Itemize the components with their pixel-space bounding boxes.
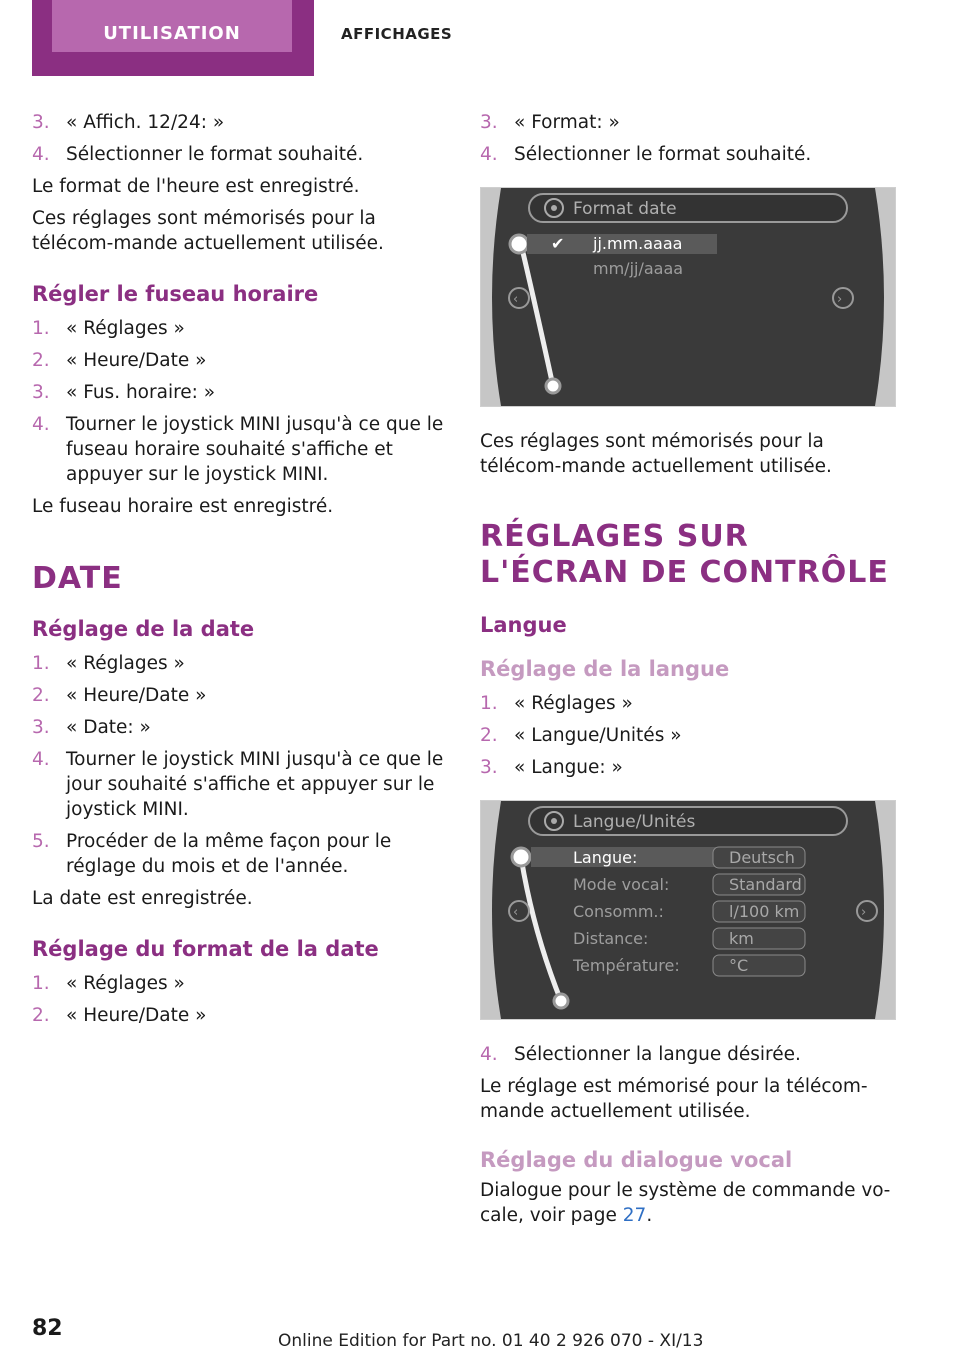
section-label: AFFICHAGES: [341, 25, 453, 43]
svg-text:›: ›: [861, 905, 867, 920]
setting-value: km: [729, 929, 754, 948]
list-item: [32, 142, 452, 167]
screen-title: Langue/Unités: [573, 812, 696, 832]
heading-timezone: Régler le fuseau horaire: [32, 282, 319, 306]
paragraph: Le fuseau horaire est enregistré.: [32, 496, 334, 517]
option: mm/jj/aaaa: [593, 259, 684, 278]
list-item: [480, 142, 896, 167]
list-number: 3.: [32, 112, 50, 133]
list-number: 1.: [480, 693, 498, 714]
list-text: Sélectionner la langue désirée.: [514, 1044, 801, 1065]
list-item: [32, 348, 452, 373]
list-text: « Langue: »: [514, 757, 623, 778]
list-number: 2.: [32, 350, 50, 371]
list-text: Sélectionner le format souhaité.: [514, 144, 812, 165]
setting-label: Distance:: [573, 929, 649, 948]
list-text: Tourner le joystick MINI jusqu'à ce que le jour souhaité s'affiche et appuyer sur le joystick MINI.: [66, 749, 444, 820]
page-number: 82: [32, 1316, 63, 1341]
list-number: 1.: [32, 318, 50, 339]
list-number: 3.: [32, 717, 50, 738]
list-text: « Réglages »: [66, 318, 185, 339]
list-item: [32, 110, 452, 135]
svg-text:›: ›: [837, 292, 843, 307]
list-item: [32, 380, 452, 405]
left-column: [32, 110, 452, 1035]
list-number: 3.: [32, 382, 50, 403]
list-number: 4.: [32, 749, 50, 770]
setting-value-box: [713, 955, 805, 976]
list-text: « Format: »: [514, 112, 620, 133]
heading-set-date: Réglage de la date: [32, 617, 255, 641]
list-item: [480, 110, 896, 135]
setting-value: Standard: [729, 875, 802, 894]
heading-voice-dialogue: Réglage du dialogue vocal: [480, 1148, 793, 1172]
paragraph: Ces réglages sont mémorisés pour la télécom‐mande actuellement utilisée.: [480, 431, 832, 477]
paragraph: Le réglage est mémorisé pour la télécom‐mande actuellement utilisée.: [480, 1076, 868, 1122]
list-text: « Réglages »: [66, 653, 185, 674]
list-item: [32, 1003, 452, 1028]
right-column: [480, 110, 896, 1235]
list-text: « Réglages »: [66, 973, 185, 994]
svg-text:‹: ‹: [513, 292, 519, 307]
list-item: [480, 691, 896, 716]
list-number: 5.: [32, 831, 50, 852]
list-item: [32, 683, 452, 708]
list-text: « Affich. 12/24: »: [66, 112, 225, 133]
chapter-label: UTILISATION: [52, 0, 292, 52]
edition-footer: Online Edition for Part no. 01 40 2 926 070 - XI/13: [278, 1331, 704, 1351]
list-text: « Heure/Date »: [66, 685, 207, 706]
heading-date-format: Réglage du format de la date: [32, 937, 379, 961]
setting-value-box: [713, 928, 805, 949]
list-text: « Heure/Date »: [66, 350, 207, 371]
list-number: 4.: [480, 144, 498, 165]
list-number: 1.: [32, 973, 50, 994]
setting-label: Langue:: [573, 848, 638, 867]
paragraph-text: Dialogue pour le système de commande vo‐cale, voir page: [480, 1180, 891, 1226]
list-number: 1.: [32, 653, 50, 674]
heading-control-screen: RÉGLAGES SUR L'ÉCRAN DE CONTRÔLE: [480, 519, 889, 590]
list-item: [480, 1042, 896, 1067]
list-item: [32, 747, 452, 822]
page-link[interactable]: 27: [622, 1205, 647, 1226]
list-item: [32, 651, 452, 676]
heading-set-language: Réglage de la langue: [480, 657, 730, 681]
setting-value: l/100 km: [729, 902, 800, 921]
list-text: « Heure/Date »: [66, 1005, 207, 1026]
setting-label: Consomm.:: [573, 902, 664, 921]
setting-label: Mode vocal:: [573, 875, 670, 894]
list-item: [32, 971, 452, 996]
paragraph-voice: [480, 1178, 896, 1228]
heading-language: Langue: [480, 613, 567, 637]
list-item: [32, 829, 452, 879]
svg-text:‹: ‹: [513, 905, 519, 920]
list-text: Tourner le joystick MINI jusqu'à ce que le fuseau horaire souhaité s'affiche et appuyer sur le joystick MINI.: [66, 414, 444, 485]
list-number: 3.: [480, 757, 498, 778]
list-text: « Langue/Unités »: [514, 725, 682, 746]
language-units-screen-image: [480, 800, 896, 1020]
paragraph: La date est enregistrée.: [32, 888, 253, 909]
setting-value: °C: [729, 956, 749, 975]
setting-label: Température:: [573, 956, 680, 975]
list-text: Procéder de la même façon pour le réglage du mois et de l'année.: [66, 831, 392, 877]
paragraph: Le format de l'heure est enregistré.: [32, 176, 360, 197]
list-number: 3.: [480, 112, 498, 133]
paragraph-text: .: [646, 1205, 653, 1226]
screen-title: Format date: [573, 199, 677, 219]
list-item: [480, 755, 896, 780]
list-number: 4.: [32, 414, 50, 435]
list-number: 2.: [32, 685, 50, 706]
list-text: Sélectionner le format souhaité.: [66, 144, 364, 165]
check-icon: ✔: [551, 234, 565, 253]
list-number: 2.: [32, 1005, 50, 1026]
list-text: « Fus. horaire: »: [66, 382, 216, 403]
list-number: 4.: [32, 144, 50, 165]
paragraph: Ces réglages sont mémorisés pour la télécom‐mande actuellement utilisée.: [32, 208, 384, 254]
setting-value: Deutsch: [729, 848, 795, 867]
list-item: [480, 723, 896, 748]
format-date-screen-image: [480, 187, 896, 407]
list-number: 4.: [480, 1044, 498, 1065]
heading-date: DATE: [32, 561, 123, 596]
list-item: [32, 412, 452, 487]
list-text: « Date: »: [66, 717, 151, 738]
list-text: « Réglages »: [514, 693, 633, 714]
list-number: 2.: [480, 725, 498, 746]
list-item: [32, 715, 452, 740]
list-item: [32, 316, 452, 341]
option-selected: jj.mm.aaaa: [593, 234, 683, 253]
